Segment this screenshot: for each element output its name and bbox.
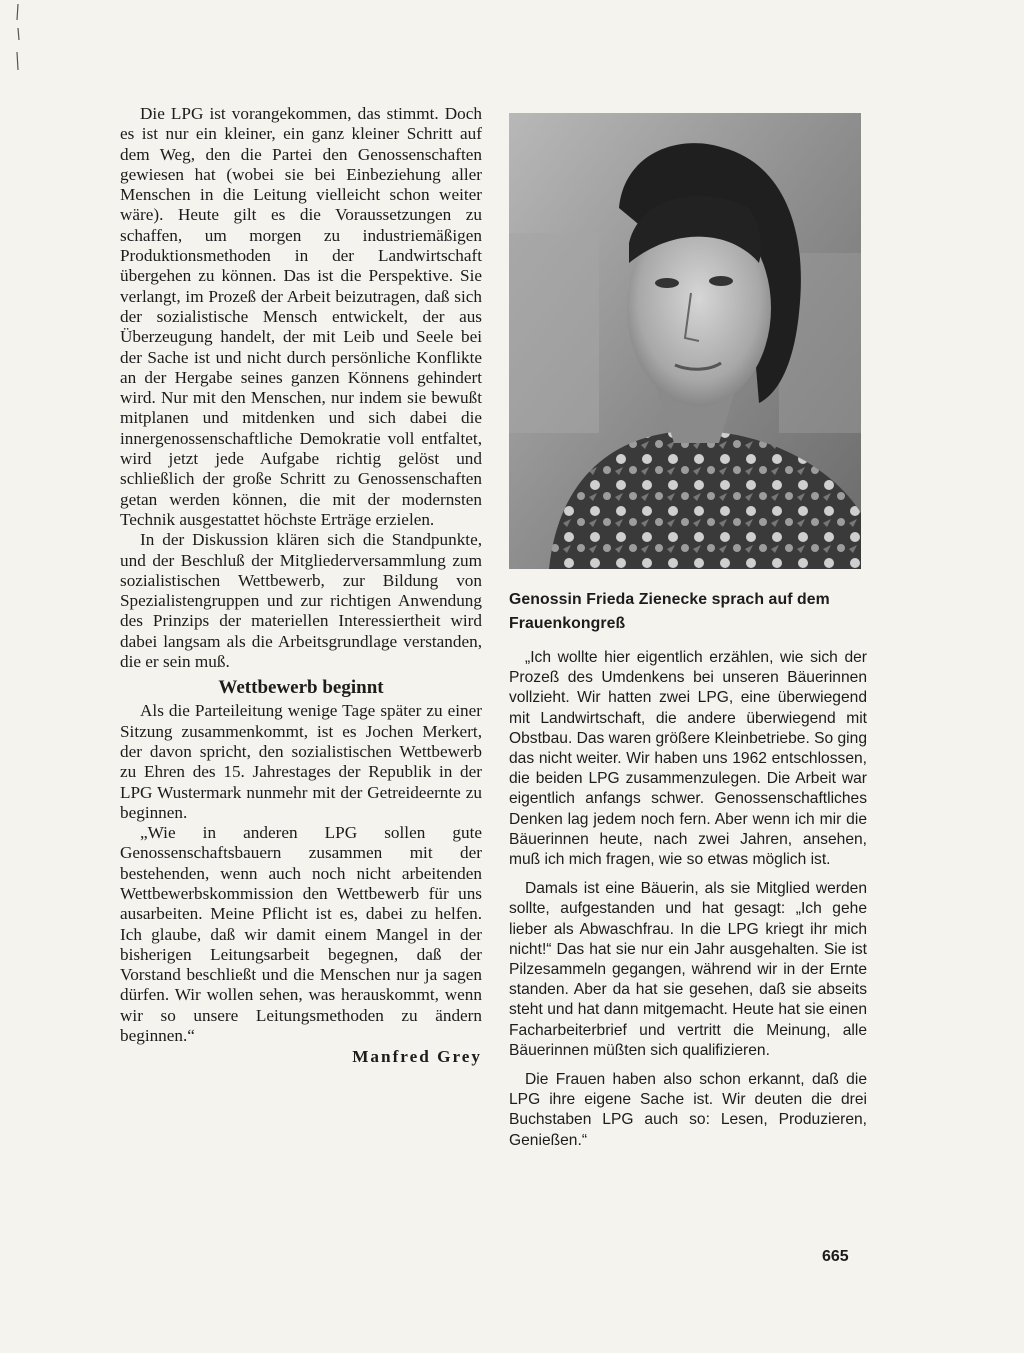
author-signature: Manfred Grey xyxy=(352,1047,482,1067)
right-paragraph-3: Die Frauen haben also schon erkannt, daß die LPG ihre eigene Sache ist. Wir deuten die drei Buchstaben LPG auch so: Lesen, Produzieren, Genießen.“ xyxy=(509,1071,867,1149)
portrait-photo-icon xyxy=(509,113,861,569)
left-paragraph-2: In der Diskussion klären sich die Standpunkte, und der Beschluß der Mitgliederversammlung zum sozialistischen Wettbewerb, zur Bildung von Spezialistengruppen und zur richtigen Anwendung des Prinzips der materiellen Interessiertheit wird dabei langsam als die Arbeitsgrundlage verstanden, die er sein muß. xyxy=(120,530,482,672)
photo-caption: Genossin Frieda Zienecke sprach auf dem Frauenkongreß xyxy=(509,591,830,632)
left-paragraph-4: „Wie in anderen LPG sollen gute Genossenschaftsbauern zusammen mit der bestehenden, wenn auch noch nicht arbeitenden Wettbewerbskommission den Wettbewerb für uns ausarbeiten. Meine Pflicht ist es, dabei zu helfen. Ich glaube, daß wir damit einem Mangel in der bisherigen Leitungsarbeit begegnen, daß der Vorstand beschließt und die Menschen nur ja sagen dürfen. Wir wollen sehen, was herauskommt, wenn wir so unsere Leitungsmethoden zu ändern beginnen.“ xyxy=(120,823,482,1046)
page-number: 665 xyxy=(822,1248,849,1265)
left-column xyxy=(120,104,482,1068)
right-paragraph-1: „Ich wollte hier eigentlich erzählen, wie sich der Prozeß des Umdenkens bei unseren Bäuerinnen vollzieht. Wir hatten zwei LPG, eine überwiegend mit Landwirtschaft, die andere überwiegend mit Obstbau. Das waren größere Kleinbetriebe. So ging das nicht weiter. Wir haben uns 1962 entschlossen, die beiden LPG zusammenzulegen. Die Arbeit war eigentlich anfangs schwer. Genossenschaftliches Denken lag jedem noch fern. Aber wenn ich mir die Bäuerinnen heute, nach zwei Jahren, ansehen, muß ich mich fragen, wie so etwas möglich ist. xyxy=(509,649,867,869)
right-column xyxy=(509,648,867,1160)
left-paragraph-3: Als die Parteileitung wenige Tage später zu einer Sitzung zusammenkommt, ist es Jochen Merkert, der davon spricht, den sozialistischen Wettbewerb zu Ehren des 15. Jahrestages der Republik in der LPG Wustermark nunmehr mit der Getreideernte zu beginnen. xyxy=(120,701,482,822)
left-paragraph-1: Die LPG ist vorangekommen, das stimmt. Doch es ist nur ein kleiner, ein ganz kleiner Schritt auf dem Weg, den die Partei den Genossenschaften gewiesen hat (wobei sie bei Einbeziehung aller Menschen in die Leitung vielleicht schon weiter wäre). Heute gilt es die Voraussetzungen zu schaffen, um morgen zu industriemäßigen Produktionsmethoden in der Landwirtschaft übergehen zu können. Das ist die Perspektive. Sie verlangt, im Prozeß der Arbeit beizutragen, daß sich der sozialistische Mensch entwickelt, der aus Überzeugung handelt, der mit Leib und Seele bei der Sache ist und nicht durch persönliche Konflikte an der Hergabe seines ganzen Könnens gehindert wird. Nur mit den Menschen, nur indem sie bewußt mitplanen und mitdenken und sich dabei die innergenossenschaftliche Demokratie voll entfaltet, wird jetzt jede Aufgabe richtig gelöst und schließlich der große Schritt zu Genossenschaften getan werden können, die mit der modernsten Technik ausgestattet höchste Erträge erzielen. xyxy=(120,104,482,529)
section-heading: Wettbewerb beginnt xyxy=(218,677,384,699)
margin-mark xyxy=(14,0,22,80)
portrait-photo xyxy=(509,113,861,569)
right-paragraph-2: Damals ist eine Bäuerin, als sie Mitglied werden sollte, aufgestanden und hat gesagt: „Ich gehe lieber als Abwaschfrau. In die LPG kriegt ihr mich nicht!“ Das hat sie nur ein Jahr ausgehalten. Sie ist Pilzesammeln gegangen, während wir in der Ernte standen. Aber da hat sie gesehen, daß sie abseits steht und hat dann mitgemacht. Heute hat sie einen Facharbeiterbrief und vertritt die Meinung, alle Bäuerinnen müßten sich qualifizieren. xyxy=(509,880,867,1059)
